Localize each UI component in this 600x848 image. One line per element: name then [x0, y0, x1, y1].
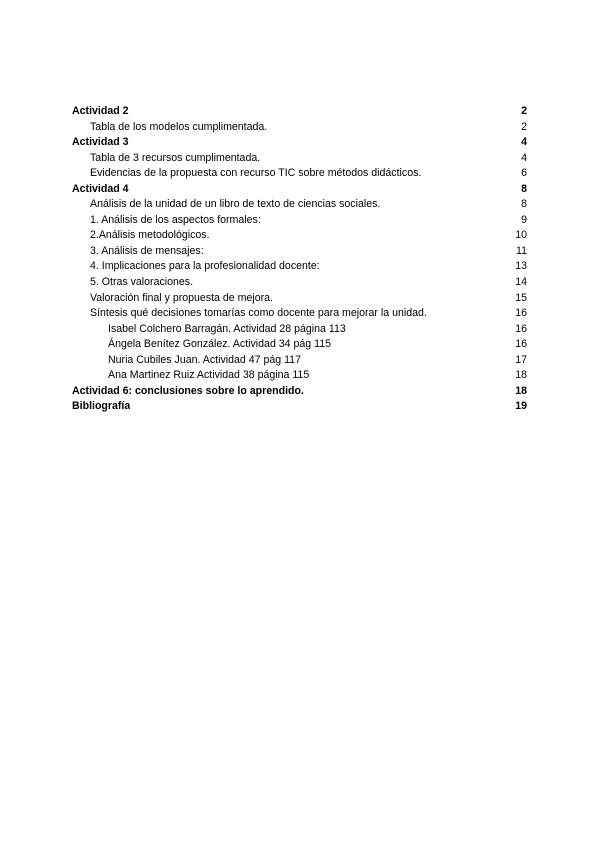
toc-entry-title: 2.Análisis metodológicos.	[90, 229, 210, 242]
toc-entry-page: 4	[521, 151, 527, 164]
toc-entry-page: 2	[521, 105, 527, 117]
toc-entry-title: Actividad 2	[72, 105, 129, 117]
toc-entry-isabel-colchero[interactable]	[72, 322, 527, 338]
toc-entry-title: Evidencias de la propuesta con recurso TIC sobre métodos didácticos.	[90, 167, 422, 180]
toc-entry-title: 1. Análisis de los aspectos formales:	[90, 213, 261, 226]
toc-entry-title: Ángela Benítez González. Actividad 34 pág 115	[108, 338, 332, 351]
toc-entry-aspectos-formales[interactable]	[72, 213, 527, 229]
toc-entry-title: Nuria Cubiles Juan. Actividad 47 pág 117	[108, 353, 301, 366]
toc-entry-page: 8	[521, 182, 527, 195]
toc-entry-page: 13	[515, 260, 527, 273]
toc-entry-page: 11	[516, 244, 527, 257]
toc-entry-title: Tabla de 3 recursos cumplimentada.	[90, 151, 261, 164]
toc-entry-analisis-mensajes[interactable]	[72, 244, 527, 260]
toc-entry-page: 16	[515, 307, 527, 320]
toc-entry-tabla-modelos[interactable]	[72, 120, 527, 136]
toc-entry-title: Actividad 6: conclusiones sobre lo aprendido.	[72, 384, 304, 397]
toc-entry-page: 4	[521, 136, 527, 149]
toc-entry-actividad-3[interactable]	[72, 135, 527, 151]
toc-entry-title: 5. Otras valoraciones.	[90, 276, 194, 289]
toc-entry-page: 15	[515, 291, 527, 304]
toc-entry-page: 10	[515, 229, 527, 242]
toc-entry-tabla-recursos[interactable]	[72, 151, 527, 167]
toc-entry-page: 16	[515, 338, 527, 351]
toc-entry-actividad-4[interactable]	[72, 182, 527, 198]
toc-entry-angela-benitez[interactable]	[72, 337, 527, 353]
toc-entry-page: 18	[515, 369, 527, 382]
toc-entry-actividad-6[interactable]	[72, 384, 527, 400]
toc-entry-page: 6	[521, 167, 527, 180]
toc-entry-evidencias-tic[interactable]	[72, 166, 527, 182]
toc-entry-otras-valoraciones[interactable]	[72, 275, 527, 291]
toc-entry-bibliografia[interactable]	[72, 399, 527, 415]
toc-entry-nuria-cubiles[interactable]	[72, 353, 527, 369]
toc-entry-ana-martinez[interactable]	[72, 368, 527, 384]
toc-entry-analisis-unidad[interactable]	[72, 197, 527, 213]
toc-entry-title: Actividad 3	[72, 136, 129, 149]
toc-entry-title: Valoración final y propuesta de mejora.	[90, 291, 273, 304]
toc-entry-title: Síntesis qué decisiones tomarías como docente para mejorar la unidad.	[90, 307, 427, 320]
toc-entry-page: 2	[521, 120, 527, 133]
toc-entry-page: 9	[521, 213, 527, 226]
toc-entry-page: 19	[515, 400, 527, 413]
toc-entry-page: 16	[515, 322, 527, 335]
toc-entry-title: Bibliografía	[72, 400, 131, 413]
toc-entry-valoracion-final[interactable]	[72, 291, 527, 307]
toc-entry-title: 4. Implicaciones para la profesionalidad docente:	[90, 260, 320, 273]
toc-entry-title: Actividad 4	[72, 182, 129, 195]
toc-entry-title: Isabel Colchero Barragán. Actividad 28 página 113	[108, 322, 346, 335]
toc-entry-actividad-2[interactable]	[72, 104, 527, 120]
toc-entry-page: 17	[515, 353, 527, 366]
toc-entry-page: 8	[521, 198, 527, 211]
toc-entry-title: Análisis de la unidad de un libro de texto de ciencias sociales.	[90, 198, 381, 211]
toc-entry-page: 14	[515, 276, 527, 289]
toc-entry-title: Tabla de los modelos cumplimentada.	[90, 120, 268, 133]
toc-entry-analisis-metodologicos[interactable]	[72, 228, 527, 244]
toc-entry-title: 3. Análisis de mensajes:	[90, 244, 204, 257]
toc-entry-title: Ana Martinez Ruiz Actividad 38 página 115	[108, 369, 310, 382]
toc-entry-implicaciones[interactable]	[72, 259, 527, 275]
toc-entry-sintesis[interactable]	[72, 306, 527, 322]
toc-entry-page: 18	[515, 384, 527, 397]
table-of-contents	[72, 104, 527, 415]
